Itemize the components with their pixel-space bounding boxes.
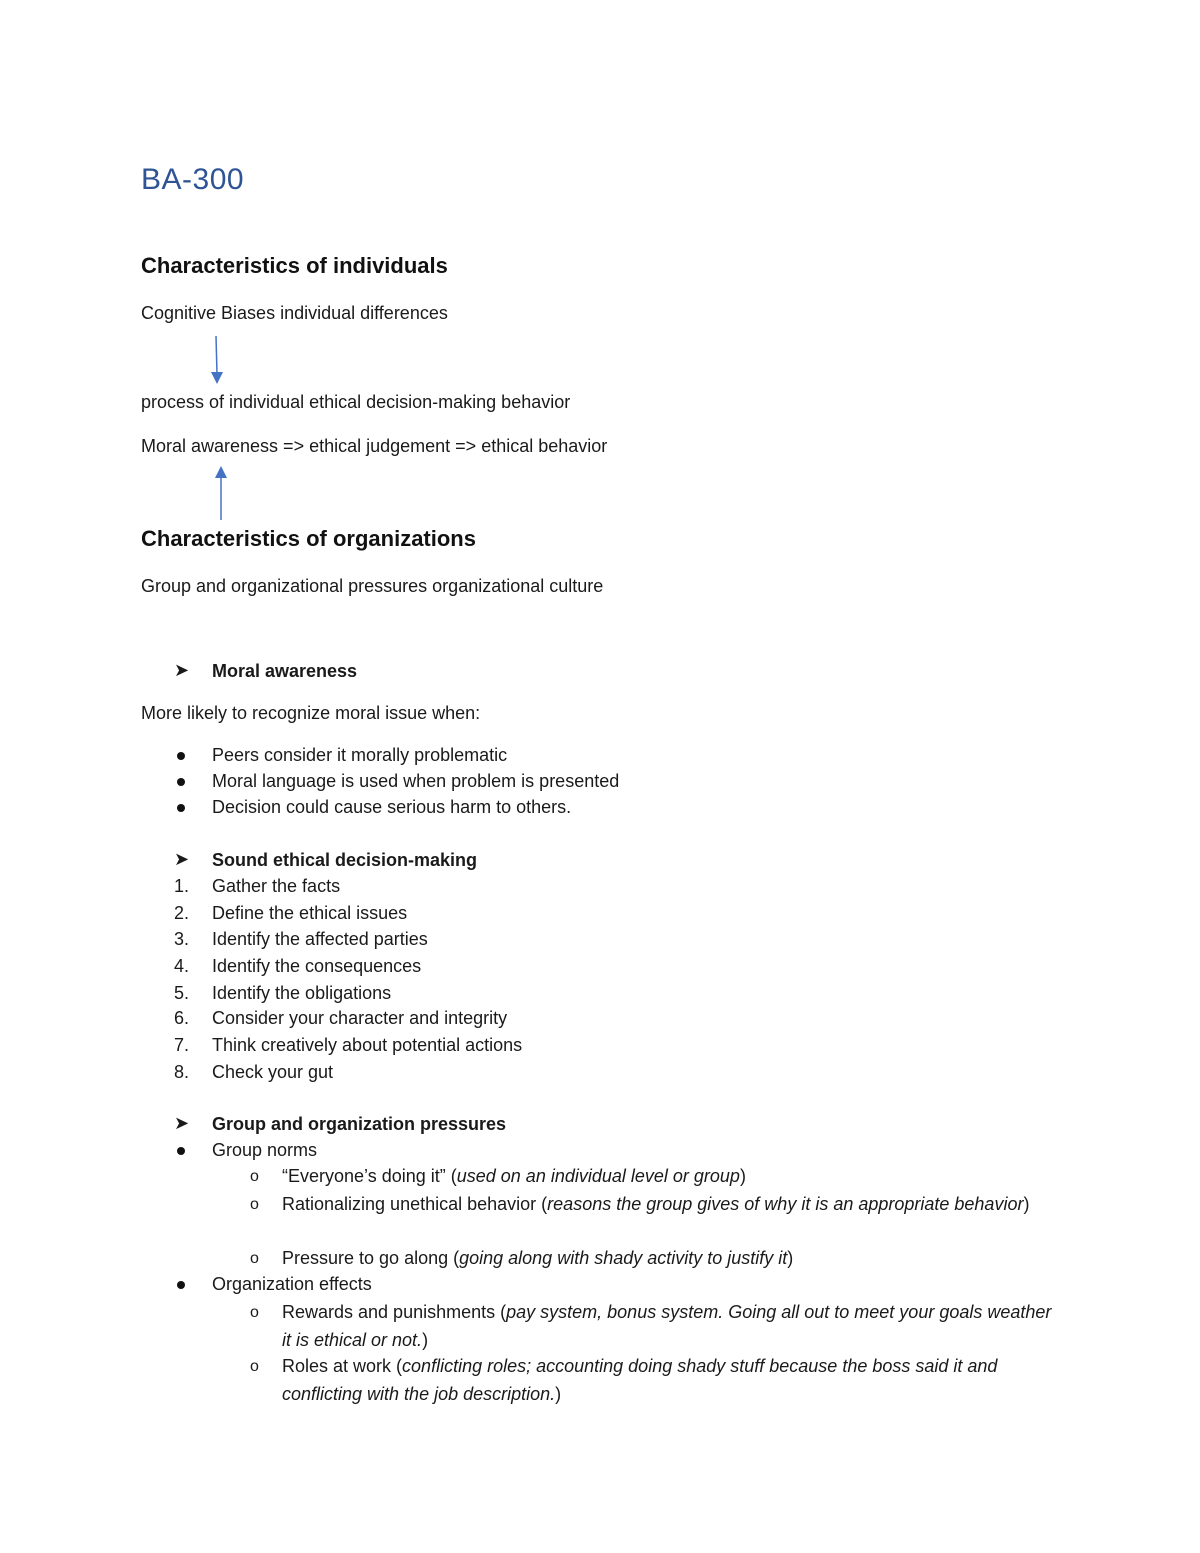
step-number: 8. bbox=[174, 1062, 190, 1082]
bullet-icon bbox=[174, 1274, 188, 1294]
step-item: Identify the consequences bbox=[212, 956, 422, 976]
bullet-icon bbox=[174, 797, 188, 817]
step-number: 5. bbox=[174, 983, 190, 1003]
circle-bullet-icon: o bbox=[250, 1358, 259, 1375]
circle-bullet-icon: o bbox=[250, 1196, 259, 1213]
sound-decision-heading: Sound ethical decision-making bbox=[212, 850, 478, 870]
step-number: 1. bbox=[174, 876, 190, 896]
sub-list-item: “Everyone’s doing it” (used on an individual level or group) bbox=[282, 1166, 746, 1186]
circle-bullet-icon: o bbox=[250, 1250, 259, 1267]
moral-chain-line: Moral awareness => ethical judgement => ethical behavior bbox=[141, 436, 608, 456]
step-item: Identify the obligations bbox=[212, 983, 392, 1003]
sub-list-item: Rationalizing unethical behavior (reasons the group gives of why it is an appropriate behavior) bbox=[282, 1194, 1030, 1214]
step-number: 7. bbox=[174, 1035, 190, 1055]
heading-individuals: Characteristics of individuals bbox=[141, 253, 448, 278]
sub-list-item: Rewards and punishments (pay system, bonus system. Going all out to meet your goals weather it is ethical or not.) bbox=[282, 1302, 1052, 1350]
arrow-bullet-icon: ➤ bbox=[174, 1113, 190, 1133]
moral-awareness-heading: Moral awareness bbox=[212, 661, 358, 681]
step-number: 2. bbox=[174, 903, 190, 923]
step-number: 3. bbox=[174, 929, 190, 949]
circle-bullet-icon: o bbox=[250, 1304, 259, 1321]
step-item: Check your gut bbox=[212, 1062, 334, 1082]
step-number: 6. bbox=[174, 1008, 190, 1028]
step-item: Define the ethical issues bbox=[212, 903, 408, 923]
list-item: Peers consider it morally problematic bbox=[212, 745, 508, 765]
moral-awareness-intro: More likely to recognize moral issue when: bbox=[141, 703, 481, 723]
down-arrow-icon bbox=[208, 336, 228, 386]
up-arrow-icon bbox=[212, 464, 232, 522]
heading-organizations: Characteristics of organizations bbox=[141, 526, 476, 551]
step-item: Gather the facts bbox=[212, 876, 341, 896]
group-pressures-heading: Group and organization pressures bbox=[212, 1114, 507, 1134]
individuals-line: Cognitive Biases individual differences bbox=[141, 303, 448, 323]
bullet-icon bbox=[174, 1140, 188, 1160]
group-norms-label: Group norms bbox=[212, 1140, 318, 1160]
list-item: Decision could cause serious harm to others. bbox=[212, 797, 572, 817]
step-item: Consider your character and integrity bbox=[212, 1008, 508, 1028]
step-number: 4. bbox=[174, 956, 190, 976]
circle-bullet-icon: o bbox=[250, 1168, 259, 1185]
bullet-icon bbox=[174, 771, 188, 791]
organizations-line: Group and organizational pressures organizational culture bbox=[141, 576, 604, 596]
process-line: process of individual ethical decision-making behavior bbox=[141, 392, 571, 412]
sub-list-item: Pressure to go along (going along with shady activity to justify it) bbox=[282, 1248, 794, 1268]
step-item: Think creatively about potential actions bbox=[212, 1035, 523, 1055]
step-item: Identify the affected parties bbox=[212, 929, 428, 949]
document-title: BA-300 bbox=[141, 163, 245, 196]
bullet-icon bbox=[174, 745, 188, 765]
list-item: Moral language is used when problem is presented bbox=[212, 771, 620, 791]
arrow-bullet-icon: ➤ bbox=[174, 849, 190, 869]
arrow-bullet-icon: ➤ bbox=[174, 660, 190, 680]
org-effects-label: Organization effects bbox=[212, 1274, 372, 1294]
sub-list-item: Roles at work (conflicting roles; accounting doing shady stuff because the boss said it and conflicting with the job description.) bbox=[282, 1356, 998, 1404]
